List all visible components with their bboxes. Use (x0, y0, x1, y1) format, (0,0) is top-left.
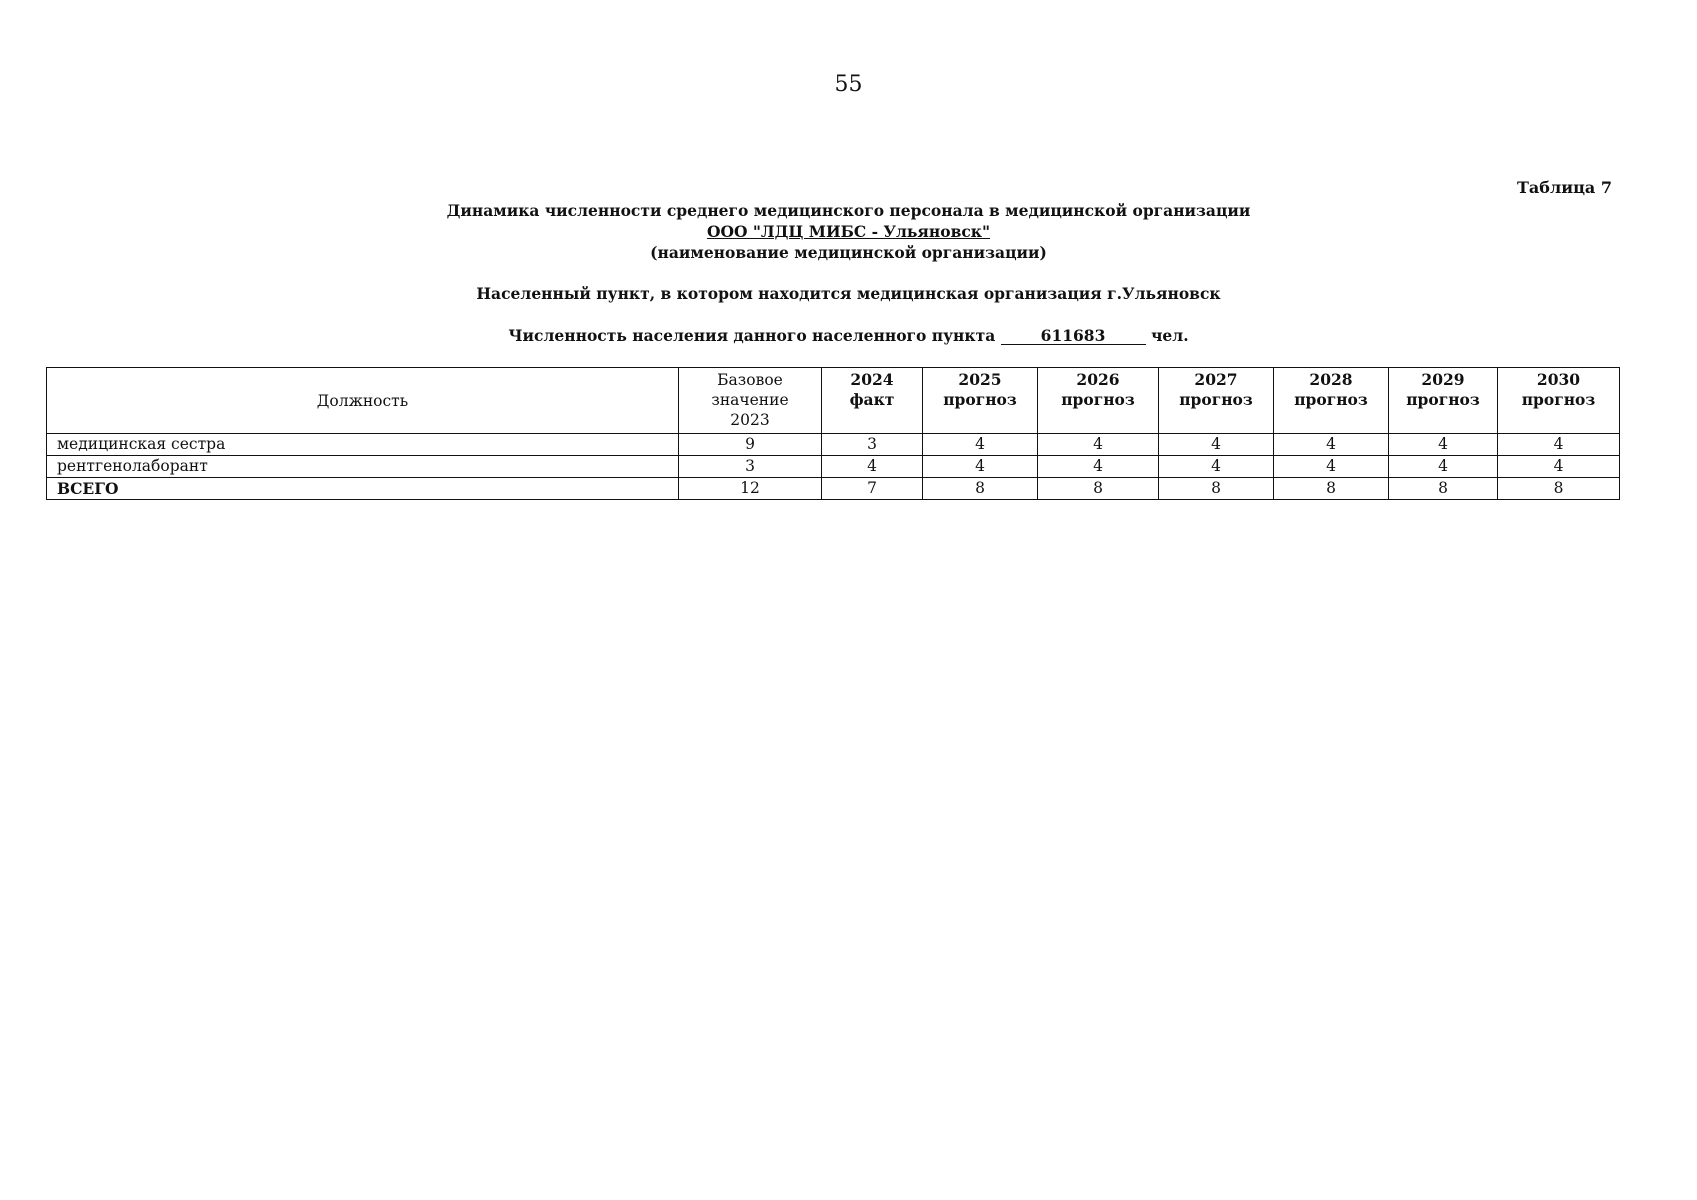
row-value: 9 (679, 434, 822, 456)
header-year: 2024 (850, 370, 894, 389)
header-kind: прогноз (1294, 390, 1368, 409)
row-value: 8 (1274, 478, 1389, 500)
header-base-line: Базовое (717, 371, 783, 389)
row-value: 4 (923, 456, 1038, 478)
row-value: 4 (1159, 456, 1274, 478)
table-title: Динамика численности среднего медицинского персонала в медицинской организации (446, 201, 1251, 220)
row-value: 8 (1159, 478, 1274, 500)
row-value: 4 (1498, 434, 1620, 456)
row-value: 3 (822, 434, 923, 456)
population-line (0, 325, 1697, 346)
locality-line: Населенный пункт, в котором находится медицинская организация г.Ульяновск (476, 284, 1221, 303)
header-kind: факт (849, 390, 895, 409)
header-year: 2029 (1421, 370, 1465, 389)
header-kind: прогноз (1521, 390, 1596, 409)
staff-dynamics-table (46, 367, 1620, 500)
row-value: 4 (1274, 434, 1389, 456)
header-year: 2027 (1194, 370, 1238, 389)
table-header-row (47, 368, 1620, 434)
header-kind: прогноз (1061, 390, 1135, 409)
header-year-2028 (1274, 368, 1389, 434)
row-position-total: ВСЕГО (47, 478, 679, 500)
row-value: 4 (822, 456, 923, 478)
header-year-2029 (1389, 368, 1498, 434)
header-year: 2026 (1076, 370, 1120, 389)
header-position: Должность (47, 368, 679, 434)
table-row (47, 456, 1620, 478)
organization-caption: (наименование медицинской организации) (650, 243, 1047, 262)
row-value: 4 (1038, 434, 1159, 456)
page-number: 55 (834, 72, 863, 97)
row-value: 4 (1274, 456, 1389, 478)
row-value: 4 (1038, 456, 1159, 478)
row-value: 3 (679, 456, 822, 478)
row-value: 4 (1159, 434, 1274, 456)
row-value: 4 (1498, 456, 1620, 478)
row-value: 12 (679, 478, 822, 500)
header-base-line: 2023 (730, 411, 770, 429)
row-position: медицинская сестра (47, 434, 679, 456)
table-row (47, 434, 1620, 456)
row-value: 8 (1038, 478, 1159, 500)
population-value: 611683 (1001, 327, 1146, 345)
header-year-2025 (923, 368, 1038, 434)
header-kind: прогноз (1179, 390, 1253, 409)
table-label: Таблица 7 (1517, 178, 1612, 197)
row-value: 7 (822, 478, 923, 500)
header-year-2024 (822, 368, 923, 434)
population-label: Численность населения данного населенного пункта (508, 326, 996, 345)
row-position: рентгенолаборант (47, 456, 679, 478)
header-kind: прогноз (1406, 390, 1480, 409)
header-year: 2030 (1536, 370, 1581, 389)
row-value: 8 (923, 478, 1038, 500)
row-value: 8 (1498, 478, 1620, 500)
header-year-2030 (1498, 368, 1620, 434)
row-value: 8 (1389, 478, 1498, 500)
row-value: 4 (923, 434, 1038, 456)
header-base-line: значение (711, 391, 789, 409)
organization-name: ООО "ЛДЦ МИБС - Ульяновск" (706, 222, 991, 241)
header-year: 2025 (958, 370, 1002, 389)
row-value: 4 (1389, 456, 1498, 478)
header-year-2026 (1038, 368, 1159, 434)
header-base-value (679, 368, 822, 434)
population-unit: чел. (1151, 326, 1189, 345)
header-year: 2028 (1309, 370, 1353, 389)
table-total-row (47, 478, 1620, 500)
header-kind: прогноз (943, 390, 1017, 409)
header-year-2027 (1159, 368, 1274, 434)
row-value: 4 (1389, 434, 1498, 456)
